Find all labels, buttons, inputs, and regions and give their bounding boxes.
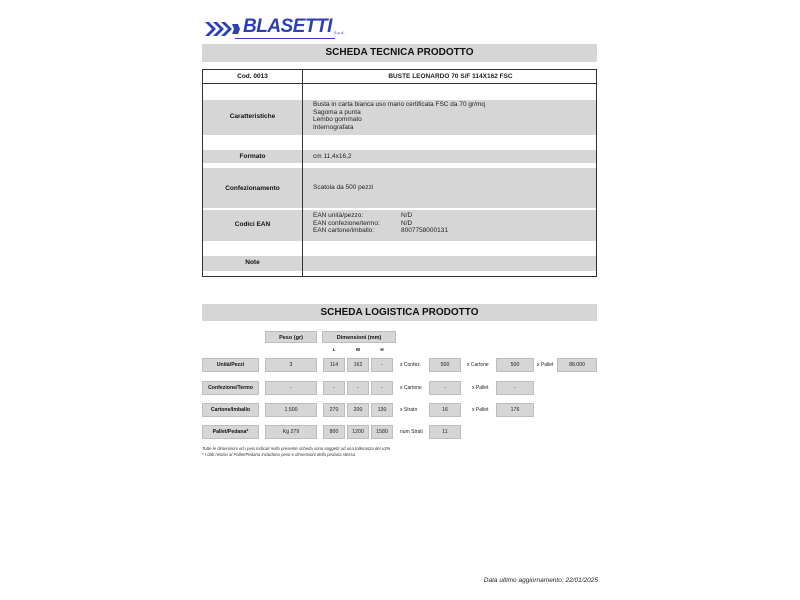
dim-h-unita: - xyxy=(371,358,393,372)
peso-confezione: - xyxy=(265,381,317,395)
caratteristiche-line: Lembo gommato xyxy=(313,116,362,123)
formato-label: Formato xyxy=(239,153,266,160)
ean-item-value: N/D xyxy=(401,219,413,227)
logo-underline xyxy=(235,38,335,40)
dim-l-unita: 114 xyxy=(323,358,345,372)
logo-name: BLASETTI xyxy=(243,16,332,37)
dimensioni-header: Dimensioni (mm) xyxy=(322,331,396,343)
peso-unita: 3 xyxy=(265,358,317,372)
dim-h-cartone: 130 xyxy=(371,403,393,417)
note-line: * I dati relativi al Pallet/Pedana includono peso e dimensioni della pedana stessa xyxy=(202,452,356,457)
dim-l-header: L xyxy=(332,347,336,352)
last-update-date: Data ultimo aggiornamento: 22/01/2025 xyxy=(483,577,598,584)
value-cartone-1: 16 xyxy=(429,403,461,417)
dim-w-unita: 162 xyxy=(347,358,369,372)
row-label-pallet: Pallet/Pedana* xyxy=(202,425,259,439)
value-unita-2: 500 xyxy=(496,358,534,372)
note-label: Note xyxy=(245,259,260,266)
value-unita-1: 500 xyxy=(429,358,461,372)
dim-h-header: H xyxy=(380,347,384,352)
dim-w-confezione: - xyxy=(347,381,369,395)
dim-h-pallet: 1580 xyxy=(371,425,393,439)
product-name: BUSTE LEONARDO 70 S/F 114X162 FSC xyxy=(388,73,513,80)
tech-table xyxy=(202,69,597,277)
logo-suffix: S.p.A. xyxy=(333,30,345,35)
peso-cartone: 1.500 xyxy=(265,403,317,417)
value-unita-3: 88.000 xyxy=(557,358,597,372)
confezionamento-label: Confezionamento xyxy=(225,185,280,192)
confezionamento-value: Scatola da 500 pezzi xyxy=(313,184,374,191)
peso-header: Peso (gr) xyxy=(265,331,317,343)
dim-h-confezione: - xyxy=(371,381,393,395)
row-label-unita: Unità/Pezzi xyxy=(202,358,259,372)
tag-confezione-1: x Cartone xyxy=(400,385,422,391)
caratteristiche-line: Internografata xyxy=(313,123,354,131)
caratteristiche-line: Sagoma a punta xyxy=(313,108,361,116)
caratteristiche-value xyxy=(313,101,485,131)
value-confezione-1: - xyxy=(429,381,461,395)
tech-section-title: SCHEDA TECNICA PRODOTTO xyxy=(202,44,597,62)
tolerance-notes xyxy=(202,446,390,458)
dim-w-header: W xyxy=(355,347,361,352)
company-logo xyxy=(205,15,345,37)
value-confezione-2: - xyxy=(496,381,534,395)
dim-w-pallet: 1200 xyxy=(347,425,369,439)
tag-confezione-2: x Pallet xyxy=(472,385,489,391)
product-code: Cod. 0013 xyxy=(237,73,268,80)
ean-item-name: EAN cartone/imballo: xyxy=(313,227,375,234)
ean-names xyxy=(313,212,380,235)
row-label-cartone: Cartone/Imballo xyxy=(202,403,259,417)
row-label-confezione: Confezione/Termo xyxy=(202,381,259,395)
dim-l-pallet: 800 xyxy=(323,425,345,439)
logo-chevrons-icon xyxy=(205,21,241,37)
ean-item-name: EAN confezione/termo: xyxy=(313,219,380,227)
dim-w-cartone: 200 xyxy=(347,403,369,417)
caratteristiche-line: Busta in carta bianca uso mano certificata FSC da 70 gr/mq xyxy=(313,101,485,108)
tech-column-divider xyxy=(302,70,303,276)
peso-pallet: Kg 279 xyxy=(265,425,317,439)
ean-label: Codici EAN xyxy=(234,221,271,228)
tag-pallet-1: num Strati xyxy=(400,429,423,435)
tech-header-line xyxy=(203,83,596,84)
value-cartone-2: 176 xyxy=(496,403,534,417)
ean-values xyxy=(401,212,448,235)
dim-l-cartone: 270 xyxy=(323,403,345,417)
tag-cartone-1: x Strato xyxy=(400,407,418,413)
tag-unita-1: x Confez. xyxy=(400,362,422,368)
caratteristiche-label: Caratteristiche xyxy=(229,113,276,120)
tag-cartone-2: x Pallet xyxy=(472,407,489,413)
ean-item-name: EAN unità/pezzo: xyxy=(313,212,364,219)
formato-value: cm 11,4x16,2 xyxy=(313,153,352,160)
logistics-section-title: SCHEDA LOGISTICA PRODOTTO xyxy=(202,304,597,321)
tag-unita-2: x Cartone xyxy=(467,362,489,368)
ean-item-value: N/D xyxy=(401,212,413,219)
note-line: Tutte le dimensioni ed i pesi indicati nella presente scheda sono soggetti ad una tolleranza del ±3% xyxy=(202,446,391,451)
dim-l-confezione: - xyxy=(323,381,345,395)
value-pallet-1: 11 xyxy=(429,425,461,439)
ean-item-value: 8007758000131 xyxy=(401,227,448,234)
tag-unita-3: x Pallet xyxy=(537,362,554,368)
